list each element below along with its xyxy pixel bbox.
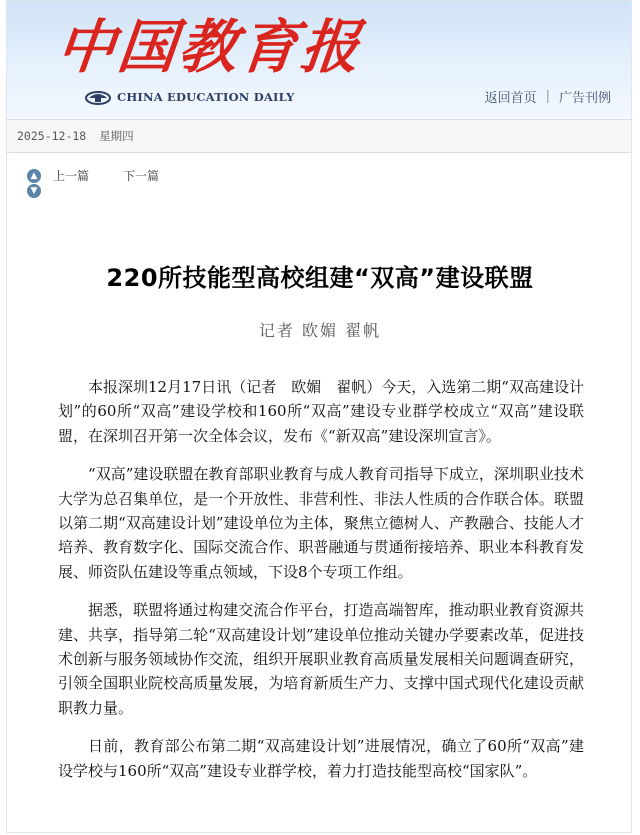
- ad-rates-link[interactable]: 广告刊例: [558, 91, 611, 106]
- article-paragraph: 据悉，联盟将通过构建交流合作平台，打造高端智库，推动职业教育资源共建、共享，指导第二轮“双高建设计划”建设单位推动关键办学要素改革，促进技术创新与服务领域协作交流，组织开展职业教育高质量发展相关问题调查研究，引领全国职业院校高质量发展，为培育新质生产力、支撑中国式现代化建设贡献职教力量。: [58, 601, 584, 717]
- article-byline: 记者 欧媚 翟帆: [258, 321, 382, 340]
- home-link[interactable]: 返回首页: [484, 91, 537, 106]
- masthead: [7, 1, 631, 119]
- date-bar: [7, 119, 631, 153]
- weekday: 星期四: [99, 129, 134, 143]
- prev-article-link[interactable]: 上一篇: [53, 169, 90, 183]
- next-article-link[interactable]: 下一篇: [123, 169, 160, 183]
- logo-english: CHINA EDUCATION DAILY: [117, 90, 295, 104]
- article-paragraph: 本报深圳12月17日讯（记者 欧媚 翟帆）今天，入选第二期“双高建设计划”的60所“双高”建设学校和160所“双高”建设专业群学校成立“双高”建设联盟，在深圳召开第一次全体会议，发布《“新双高”建设深圳宣言》。: [58, 378, 584, 445]
- emblem-icon: [85, 89, 111, 105]
- link-separator: |: [545, 89, 550, 104]
- nav-icons: [27, 164, 43, 200]
- newspaper-logo[interactable]: 中国教育报: [53, 13, 366, 81]
- article-paragraph: 日前，教育部公布第二期“双高建设计划”进展情况，确立了60所“双高”建设学校与160所“双高”建设专业群学校，着力打造技能型高校“国家队”。: [58, 737, 584, 780]
- article-paragraph: “双高”建设联盟在教育部职业教育与成人教育司指导下成立，深圳职业技术大学为总召集单位，是一个开放性、非营利性、非法人性质的合作联合体。联盟以第二期“双高建设计划”建设单位为主体，聚焦立德树人、产教融合、技能人才培养、教育数字化、国际交流合作、职普融通与贯通衔接培养、职业本科教育发展、师资队伍建设等重点领域，下设8个专项工作组。: [58, 465, 584, 581]
- logo-english-row: [85, 87, 295, 107]
- article-title: 220所技能型高校组建“双高”建设联盟: [106, 264, 534, 292]
- date-value: 2025-12-18: [17, 129, 87, 143]
- arrow-up-icon[interactable]: ▲: [27, 169, 41, 183]
- arrow-down-icon[interactable]: ▼: [27, 184, 41, 198]
- article-body: [58, 375, 584, 797]
- issue-date: [17, 128, 134, 144]
- top-links: [485, 87, 611, 106]
